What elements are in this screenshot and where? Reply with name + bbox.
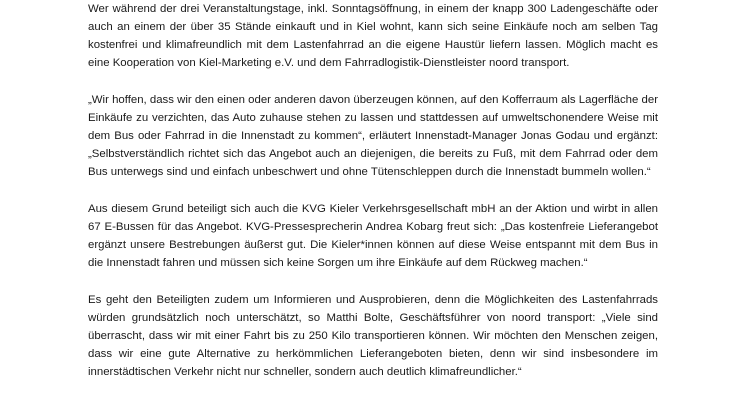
body-text — [88, 0, 658, 381]
paragraph-kvg-participation: Aus diesem Grund beteiligt sich auch die KVG Kieler Verkehrsgesellschaft mbH an der Aktion und wirbt in allen 67 E-Bussen für das Angebot. KVG-Pressesprecherin Andrea Kobarg freut sich: „Das kostenfreie Lieferangebot ergänzt unsere Bestrebungen äußerst gut. Die Kieler*innen können auf diese Weise entspannt mit dem Bus in die Innenstadt fahren und müssen sich keine Sorgen um ihre Einkäufe auf dem Rückweg machen.“ — [88, 203, 658, 270]
paragraph-delivery-offer: Wer während der drei Veranstaltungstage, inkl. Sonntagsöffnung, in einem der knapp 300 Ladengeschäfte oder auch an einem der über 35 Stände einkauft und in Kiel wohnt, kann sich seine Einkäufe noch am selben Tag kostenfrei und klimafreundlich mit dem Lastenfahrrad an die eigene Haustür liefern lassen. Möglich macht es eine Kooperation von Kiel-Marketing e.V. und dem Fahrradlogistik-Dienstleister noord transport. — [88, 3, 658, 70]
paragraph-godau-quote: „Wir hoffen, dass wir den einen oder anderen davon überzeugen können, auf den Kofferraum als Lagerfläche der Einkäufe zu verzichten, das Auto zuhause stehen zu lassen und stattdessen auf umweltschonendere Weise mit dem Bus oder Fahrrad in die Innenstadt zu kommen“, erläutert Innenstadt-Manager Jonas Godau und ergänzt: „Selbstverständlich richtet sich das Angebot auch an diejenigen, die bereits zu Fuß, mit dem Fahrrad oder dem Bus unterwegs sind und einfach unbeschwert und ohne Tütenschleppen durch die Innenstadt bummeln wollen.“ — [88, 93, 658, 179]
paragraph-noord-transport: Es geht den Beteiligten zudem um Informieren und Ausprobieren, denn die Möglichkeiten des Lastenfahrrads würden grundsätzlich noch unterschätzt, so Matthi Bolte, Geschäftsführer von noord transport: „Viele sind überrascht, dass wir mit einer Fahrt bis zu 250 Kilo transportieren können. Wir möchten den Menschen zeigen, dass wir eine gute Alternative zu herkömmlichen Lieferangeboten bieten, denn wir sind insbesondere im innerstädtischen Verkehr nicht nur schneller, sondern auch deutlich klimafreundlicher.“ — [88, 294, 658, 379]
